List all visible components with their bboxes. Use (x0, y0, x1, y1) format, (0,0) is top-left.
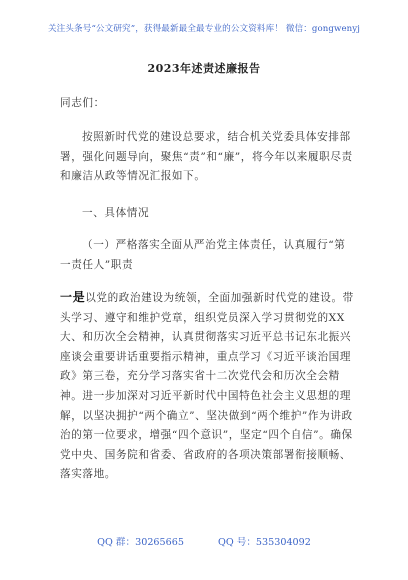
document-title: 2023年述责述廉报告 (147, 62, 261, 75)
qq-number: QQ 号：535304092 (217, 537, 311, 548)
salutation: 同志们： (60, 97, 105, 109)
promo-header: 关注头条号“公文研究”，获得最新最全最专业的公文资料库！ 微信：gongwenyj (47, 24, 361, 34)
footer-contacts (0, 534, 408, 548)
paragraph-body: 以党的政治建设为统领，全面加强新时代党的建设。带头学习、遵守和维护党章，组织党员深入学习贯彻党的XX大、和历次全会精神，认真贯彻落实习近平总书记东北振兴座谈会重要讲话重要指示精神，重点学习《习近平谈治国理政》第三卷，充分学习落实省十二次党代会和历次全会精神。进一步加深对习近平新时代中国特色社会主义思想的理解，以坚决拥护“两个确立”、坚决做到“两个维护”作为讲政治的第一位要求，增强“四个意识”，坚定“四个自信”。确保党中央、国务院和省委、省政府的各项决策部署衔接顺畅、落实落地。 (60, 292, 354, 481)
paragraph-lead: 一是 (60, 290, 86, 304)
qq-group-number: QQ 群：30265665 (97, 537, 184, 548)
intro-paragraph: 按照新时代党的建设总要求，结合机关党委具体安排部署，强化问题导向，聚焦“责”和“廉”，将今年以来履职尽责和廉洁从政等情况汇报如下。 (60, 131, 353, 183)
subsection-heading: （一）严格落实全面从严治党主体责任，认真履行“第一责任人”职责 (60, 239, 346, 271)
section-heading: 一、具体情况 (82, 207, 150, 219)
body-paragraph (60, 288, 356, 485)
